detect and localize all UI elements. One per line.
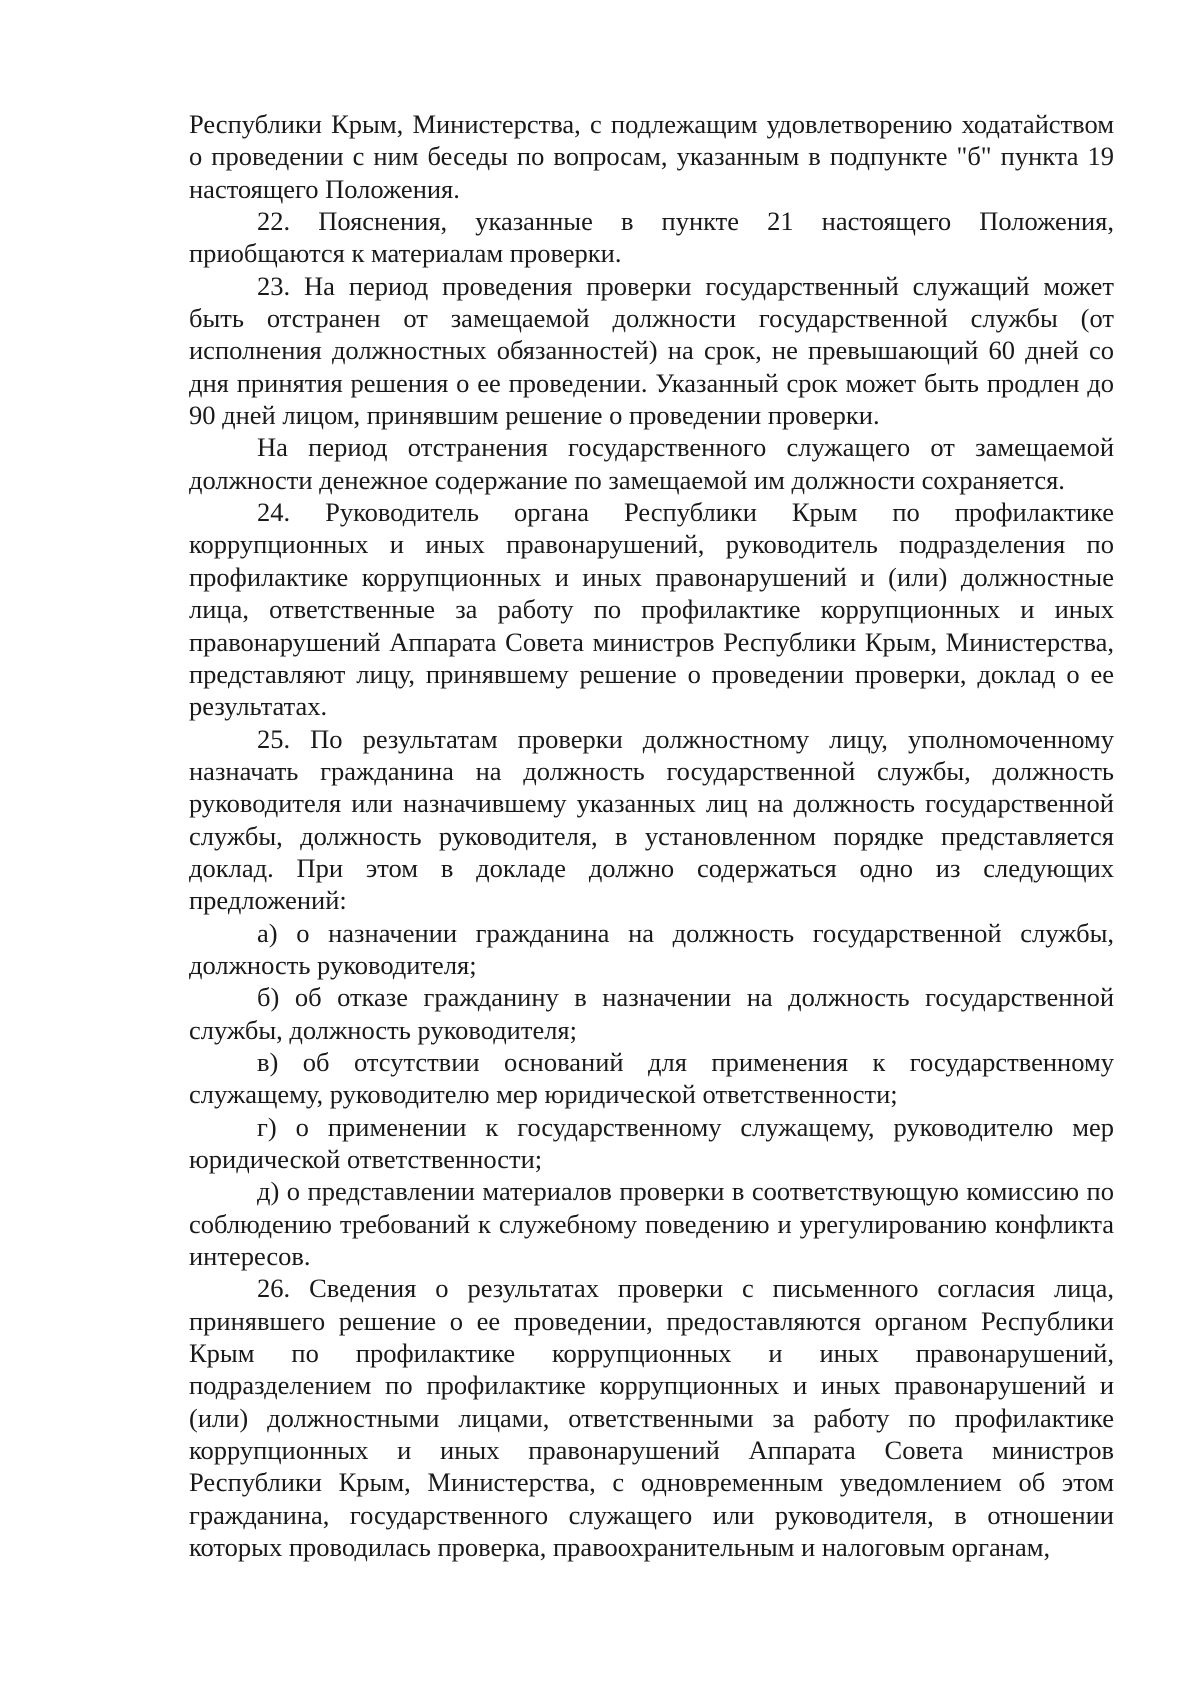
paragraph-25-item-b: б) об отказе гражданину в назначении на должность государственной службы, должность руководителя; — [189, 982, 1114, 1045]
paragraph-23-suspension-pay: На период отстранения государственного служащего от замещаемой должности денежное содержание по замещаемой им должности сохраняется. — [189, 432, 1114, 495]
paragraph-22: 22. Пояснения, указанные в пункте 21 настоящего Положения, приобщаются к материалам проверки. — [189, 206, 1114, 269]
paragraph-24: 24. Руководитель органа Республики Крым по профилактике коррупционных и иных правонарушений, руководитель подразделения по профилактике коррупционных и иных правонарушений и (или) должностные лица, ответственные за работу по профилактике коррупционных и иных правонарушений Аппарата Совета министров Республики Крым, Министерства, представляют лицу, принявшему решение о проведении проверки, доклад о ее результатах. — [189, 497, 1114, 722]
paragraph-25: 25. По результатам проверки должностному лицу, уполномоченному назначать гражданина на должность государственной службы, должность руководителя или назначившему указанных лиц на должность государственной службы, должность руководителя, в установленном порядке представляется доклад. При этом в докладе должно содержаться одно из следующих предложений: — [189, 723, 1114, 916]
paragraph-25-item-g: г) о применении к государственному служащему, руководителю мер юридической ответственности; — [189, 1111, 1114, 1174]
document-body — [189, 108, 1114, 1563]
paragraph-25-item-d: д) о представлении материалов проверки в соответствующую комиссию по соблюдению требований к служебному поведению и урегулированию конфликта интересов. — [189, 1176, 1114, 1272]
paragraph-25-item-a: а) о назначении гражданина на должность государственной службы, должность руководителя; — [189, 917, 1114, 980]
paragraph-23: 23. На период проведения проверки государственный служащий может быть отстранен от замещаемой должности государственной службы (от исполнения должностных обязанностей) на срок, не превышающий 60 дней со дня принятия решения о ее проведении. Указанный срок может быть продлен до 90 дней лицом, принявшим решение о проведении проверки. — [189, 270, 1114, 431]
paragraph-25-item-v: в) об отсутствии оснований для применения к государственному служащему, руководителю мер юридической ответственности; — [189, 1046, 1114, 1110]
paragraph-continuation: Республики Крым, Министерства, с подлежащим удовлетворению ходатайством о проведении с ним беседы по вопросам, указанным в подпункте "б" пункта 19 настоящего Положения. — [189, 109, 1114, 204]
paragraph-26: 26. Сведения о результатах проверки с письменного согласия лица, принявшего решение о ее проведении, предоставляются органом Республики Крым по профилактике коррупционных и иных правонарушений, подразделением по профилактике коррупционных и иных правонарушений и (или) должностными лицами, ответственными за работу по профилактике коррупционных и иных правонарушений Аппарата Совета министров Республики Крым, Министерства, с одновременным уведомлением об этом гражданина, государственного служащего или руководителя, в отношении которых проводилась проверка, правоохранительным и налоговым органам, — [189, 1273, 1114, 1563]
